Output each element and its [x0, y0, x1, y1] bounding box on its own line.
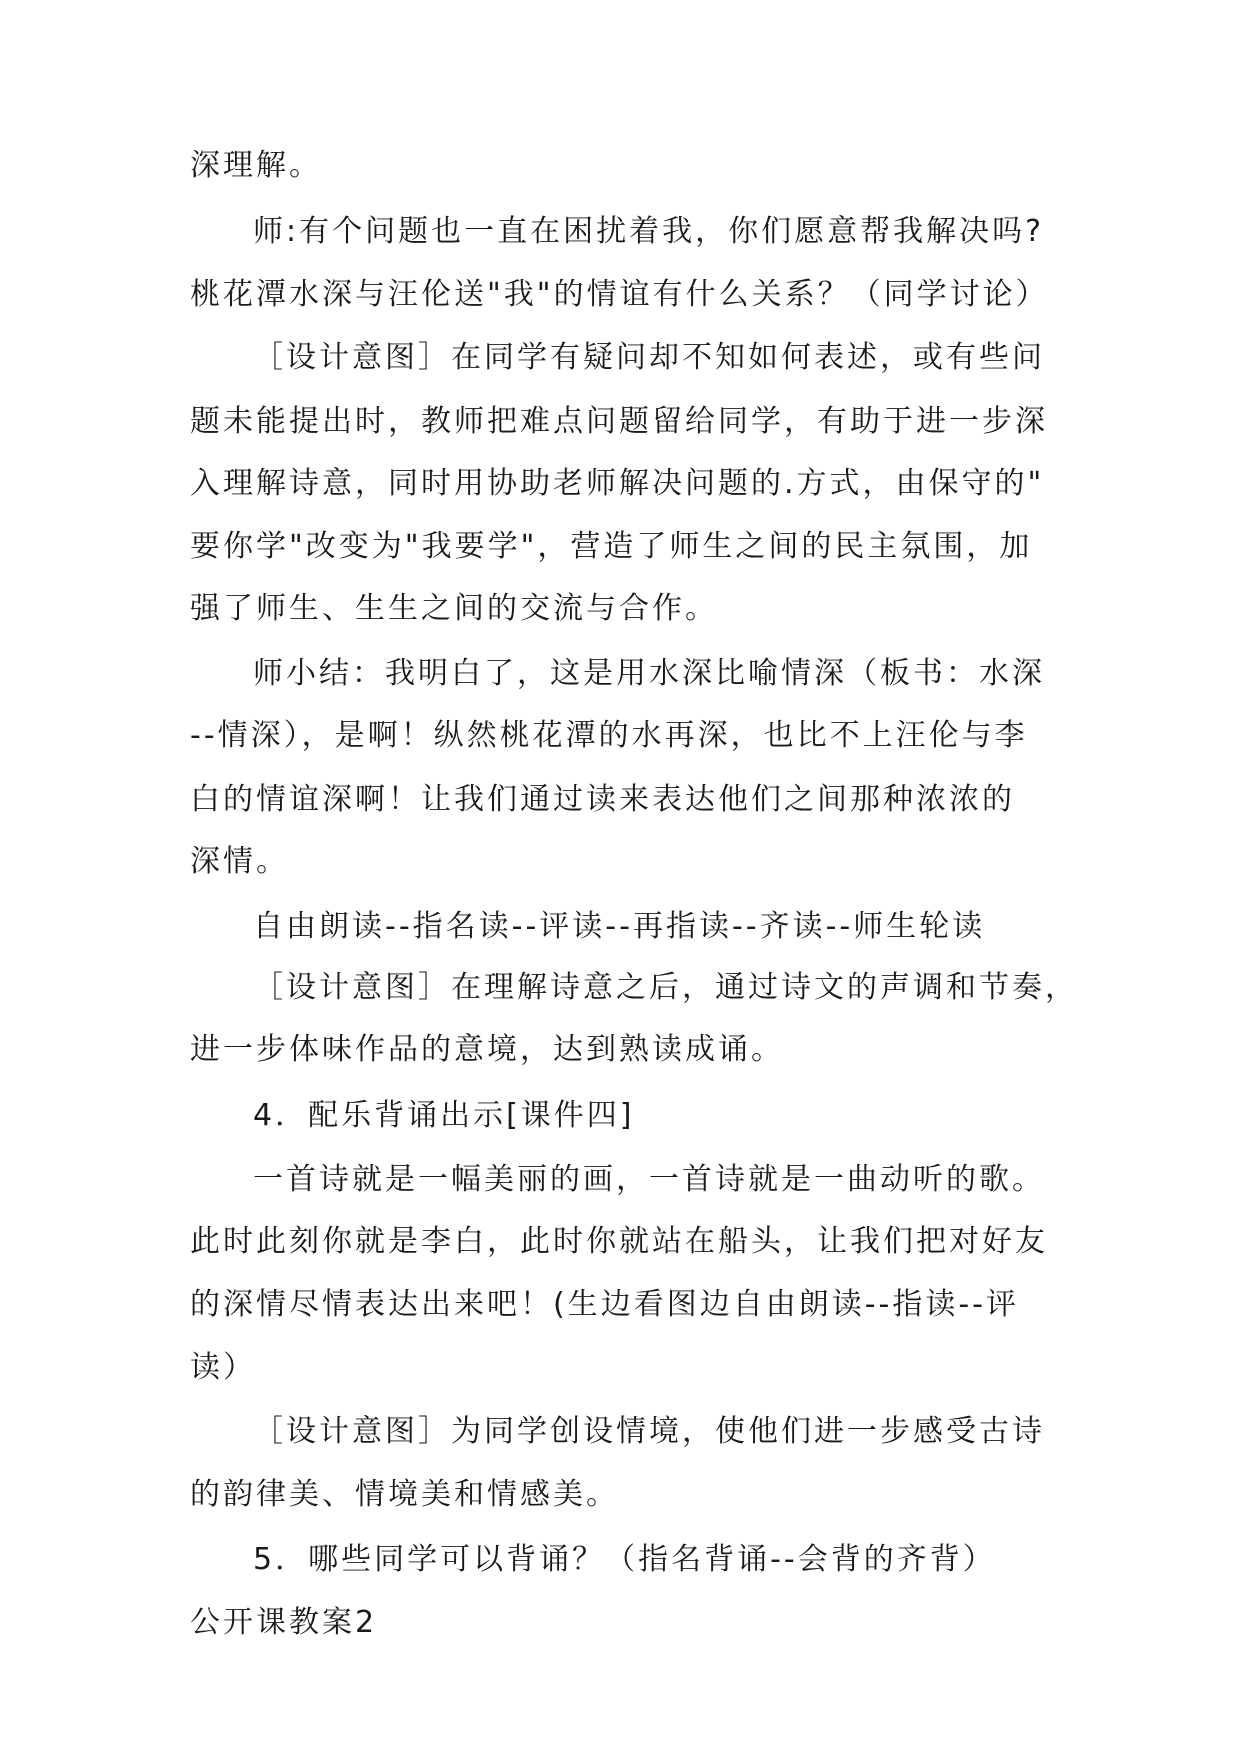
- text-line: 桃花潭水深与汪伦送"我"的情谊有什么关系？（同学讨论）: [190, 277, 1049, 312]
- section-heading: 5．哪些同学可以背诵？（指名背诵--会背的齐背）: [253, 1542, 996, 1577]
- text-line: --情深），是啊！纵然桃花潭的水再深，也比不上汪伦与李: [190, 718, 1028, 753]
- design-intent-paragraph: ［设计意图］为同学创设情境，使他们进一步感受古诗: [253, 1414, 1045, 1449]
- section-heading: 4．配乐背诵出示[课件四]: [253, 1098, 635, 1133]
- text-line: 深情。: [190, 844, 289, 879]
- text-line: 题未能提出时，教师把难点问题留给同学，有助于进一步深: [190, 404, 1048, 439]
- text-line: 白的情谊深啊！让我们通过读来表达他们之间那种浓浓的: [190, 782, 1015, 817]
- text-line: 的韵律美、情境美和情感美。: [190, 1477, 619, 1512]
- text-line: 强了师生、生生之间的交流与合作。: [190, 591, 718, 626]
- text-line: 要你学"改变为"我要学"，营造了师生之间的民主氛围，加: [190, 529, 1033, 564]
- summary-paragraph: 师小结：我明白了，这是用水深比喻情深（板书：水深: [253, 656, 1045, 691]
- text-line: 进一步体味作品的意境，达到熟读成诵。: [190, 1032, 784, 1067]
- reading-steps: 自由朗读--指名读--评读--再指读--齐读--师生轮读: [253, 909, 986, 944]
- text-line: 读）: [190, 1350, 256, 1385]
- design-intent-paragraph: ［设计意图］在同学有疑问却不知如何表述，或有些问: [253, 340, 1045, 375]
- text-line: 此时此刻你就是李白，此时你就站在船头，让我们把对好友: [190, 1224, 1048, 1259]
- document-subtitle: 公开课教案2: [190, 1605, 378, 1640]
- text-line: 的深情尽情表达出来吧！(生边看图边自由朗读--指读--评: [190, 1287, 1020, 1322]
- text-line: 入理解诗意，同时用协助老师解决问题的.方式，由保守的": [190, 466, 1045, 501]
- text-line: 一首诗就是一幅美丽的画，一首诗就是一曲动听的歌。: [253, 1162, 1045, 1197]
- text-line: 深理解。: [190, 148, 322, 183]
- text-line: 师:有个问题也一直在困扰着我，你们愿意帮我解决吗?: [253, 214, 1045, 249]
- design-intent-paragraph: ［设计意图］在理解诗意之后，通过诗文的声调和节奏，: [253, 970, 1078, 1005]
